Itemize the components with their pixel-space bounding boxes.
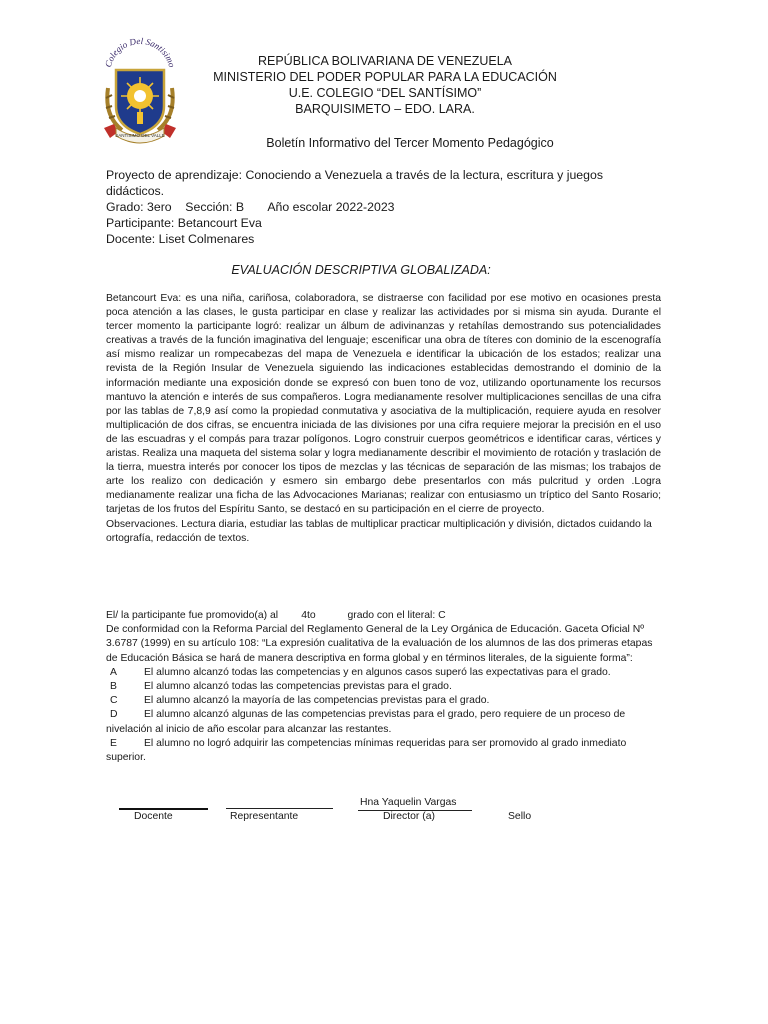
teacher-signature-label: Docente xyxy=(134,811,173,822)
project-line: Proyecto de aprendizaje: Conociendo a Venezuela a través de la lectura, escritura y juegos didácticos. xyxy=(106,168,603,198)
logo-top-text: Colegio Del Santisimo xyxy=(102,35,178,69)
evaluation-text: Betancourt Eva: es una niña, cariñosa, colaboradora, se distraerse con facilidad por ese motivo en ocasiones presta poca atención a las clases, le gusta participar en clase y realizar las actividades por si misma sin ayuda. Durante el tercer momento la participante logró: realizar un álbum de adivinanzas y retahílas demostrando sus potencialidades creativas a través de la función imaginativa del lenguaje; escenificar una obra de títeres con dominio de la escenografía así mismo realizar un rompecabezas del mapa de Venezuela e identificar la ubicación de los estados; realizar una revista de la Región Insular de Venezuela siguiendo las indicaciones establecidas demostrando el dominio de la información mediante una exposición donde se expresó con buen tono de voz, utilizando oportunamente los recursos mantuvo la atención e interés de sus compañeros. Logra medianamente resolver multiplicaciones sencillas de una cifra por las tablas de 7,8,9 así como la propiedad conmutativa y asociativa de la multiplicación, requiere ayuda en resolver multiplicación de dos cifras, se encuentra iniciada de las divisiones por una cifra requiere mejorar la precisión en el uso de las escuadras y el compás para trazar polígonos. Logro construir cuerpos geométricos e identificar caras, vértices y aristas. Realiza una maqueta del sistema solar y logra medianamente describir el movimiento de rotación y traslación de la tierra, muestra interés por conocer los tipos de mezclas y las técnicas de separación de las mismas; los trabajos de arte los realizo con dedicación y esmero sin embargo debe presentarlos con más pulcritud y orden .Logra medianamente realizar una ficha de las Advocaciones Marianas; realizar con entusiasmo un tríptico del Santo Rosario; tarjetas de los frutos del Espíritu Santo, se destacó en su participación en el cierre de proyecto. xyxy=(106,293,661,516)
student-info xyxy=(106,167,646,247)
literal-item xyxy=(106,666,666,680)
evaluation-title: EVALUACIÓN DESCRIPTIVA GLOBALIZADA: xyxy=(231,263,491,277)
header-city: BARQUISIMETO – EDO. LARA. xyxy=(295,102,475,116)
grade-label: Grado: 3ero xyxy=(106,200,172,214)
literal-letter: B xyxy=(110,681,117,693)
literal-description: El alumno alcanzó algunas de las competencias previstas para el grado, pero requiere de un proceso de nivelación al inicio de año escolar para alcanzar las restantes. xyxy=(106,709,626,735)
literal-description: El alumno no logró adquirir las competencias mínimas requeridas para ser promovido al grado inmediato superior. xyxy=(106,737,627,764)
logo-ribbon-text: SANTISIMO DEL VALLE xyxy=(115,133,165,138)
header-ministry: MINISTERIO DEL PODER POPULAR PARA LA EDUCACIÓN xyxy=(213,70,557,84)
literal-description: El alumno alcanzó todas las competencias y en algunos casos superó las expectativas para el grado. xyxy=(144,666,611,678)
teacher-signature-line xyxy=(119,808,208,810)
participant-line: Participante: Betancourt Eva xyxy=(106,216,262,230)
literal-item xyxy=(106,737,666,765)
promotion-line xyxy=(106,609,666,623)
grade-row xyxy=(106,199,646,215)
literal-item xyxy=(106,694,666,708)
literal-letter: E xyxy=(110,737,117,749)
bulletin-title: Boletín Informativo del Tercer Momento Pedagógico xyxy=(266,136,554,150)
evaluation-body xyxy=(106,292,661,546)
representative-signature-label: Representante xyxy=(230,811,299,822)
promotion-text-1: El/ la participante fue promovido(a) al xyxy=(106,610,279,621)
legal-text: De conformidad con la Reforma Parcial del Reglamento General de la Ley Orgánica de Educación. Gaceta Oficial Nº 3.6787 (1999) en su artículo 108: “La expresión cualitativa de la evaluación de los alumnos de las dos primeras etapas de Educación Básica se hará de manera descriptiva en forma global y en términos literales, de la siguiente forma”: xyxy=(106,624,653,664)
header-country: REPÚBLICA BOLIVARIANA DE VENEZUELA xyxy=(257,54,513,68)
promotion-section xyxy=(106,609,666,765)
literal-description: El alumno alcanzó todas las competencias previstas para el grado. xyxy=(144,681,452,693)
literal-letter: D xyxy=(110,709,118,721)
school-year-label: Año escolar 2022-2023 xyxy=(267,200,395,214)
seal-label: Sello xyxy=(508,811,532,822)
promotion-text-2: grado con el literal: C xyxy=(347,610,446,621)
director-name: Hna Yaquelin Vargas xyxy=(360,797,457,808)
teacher-line: Docente: Liset Colmenares xyxy=(106,232,255,246)
literal-item xyxy=(106,708,666,736)
representative-signature-line xyxy=(226,808,333,809)
document-header xyxy=(160,53,610,117)
literal-description: El alumno alcanzó la mayoría de las competencias previstas para el grado. xyxy=(144,695,490,707)
director-signature-label: Director (a) xyxy=(383,811,435,822)
literal-item xyxy=(106,680,666,694)
header-school: U.E. COLEGIO “DEL SANTÍSIMO” xyxy=(288,86,482,100)
promotion-grade: 4to xyxy=(301,610,316,621)
literal-letter: A xyxy=(110,666,117,678)
section-label: Sección: B xyxy=(185,200,245,214)
literal-letter: C xyxy=(110,695,118,707)
observations-text: Observaciones. Lectura diaria, estudiar las tablas de multiplicar practicar multiplicación y división, dictados cuidando la ortografía, redacción de textos. xyxy=(106,518,652,544)
